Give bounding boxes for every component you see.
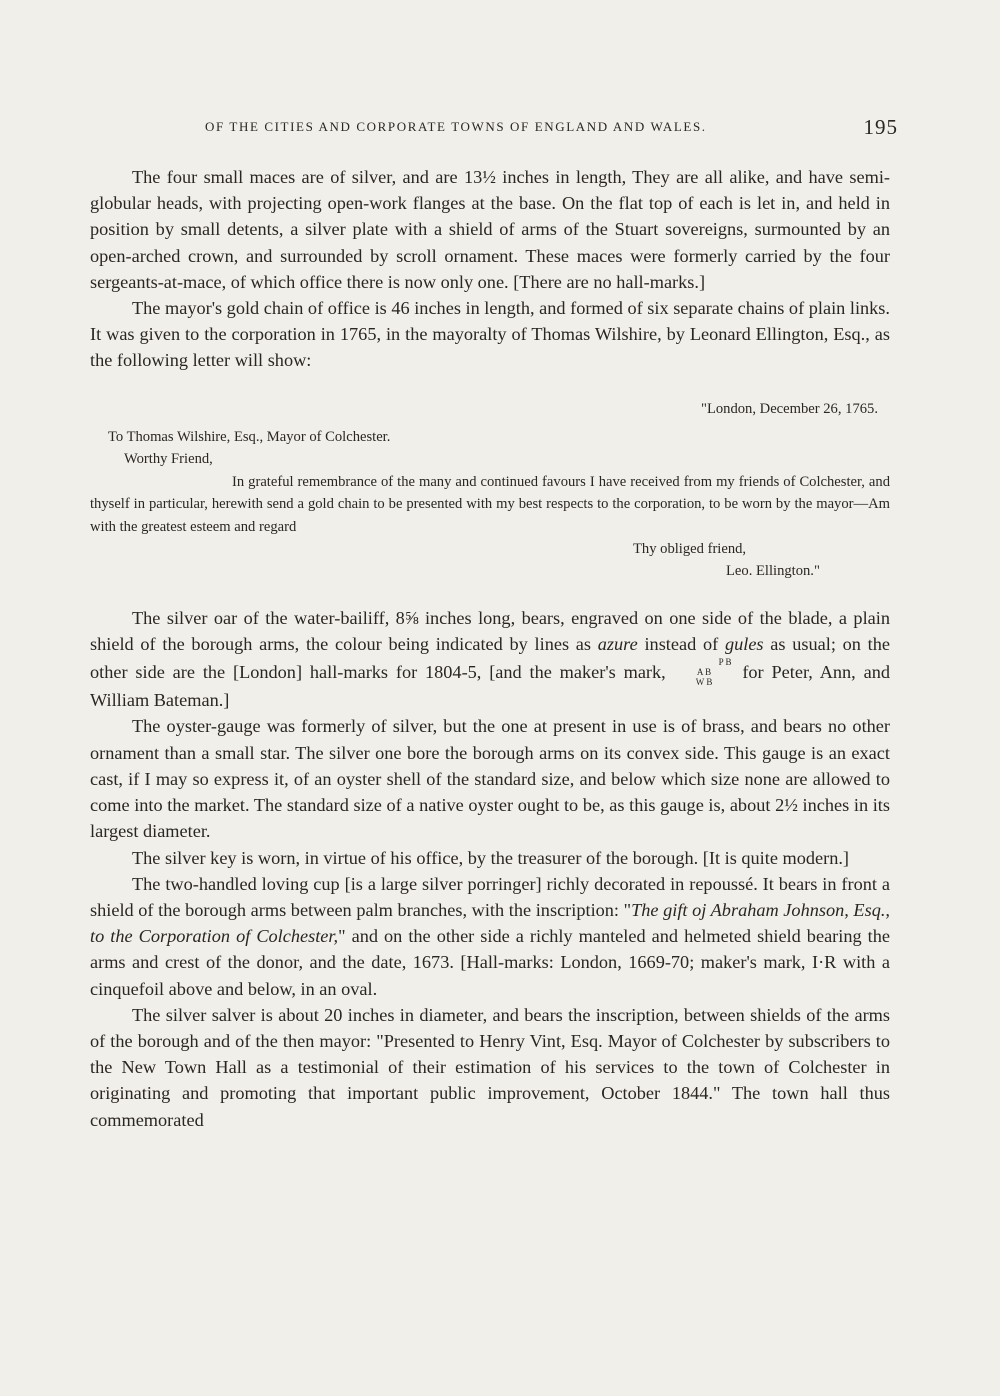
paragraph-loving-cup [90,871,890,1002]
letter-signature: Leo. Ellington." [726,563,820,580]
ellington-letter [90,398,890,583]
makers-mark-bottom: W B [695,677,713,688]
running-head [90,117,898,141]
paragraph-key: The silver key is worn, in virtue of his office, by the treasurer of the borough. [It is quite modern.] [132,847,850,868]
cup-text-1: The two-handled loving cup [is a large silver porringer] richly decorated in repoussé. It bears in front a shield of the borough arms between palm branches, with the inscription: " [90,873,890,920]
makers-mark-top: P B [718,657,732,668]
oar-text-3: as usual; on the other side are the [London] hall-marks for 1804-5, [and the maker's mark, [90,634,890,683]
makers-mark [677,657,732,687]
letter-closing: Thy obliged friend, [633,541,747,558]
cup-inscription: The gift oj Abraham Johnson, Esq., to the Corporation of Colchester, [90,899,890,947]
paragraph-oyster-gauge: The oyster-gauge was formerly of silver, but the one at present in use is of brass, and bears no other ornament than a small star. The silver one bore the borough arms on its convex side. This gauge is an exact cast, if I may so express it, of an oyster shell of the standard size, and below which size none are allowed to come into the market. The standard size of a native oyster ought to be, as this gauge is, about 2½ inches in its largest diameter. [90,716,890,842]
oar-text-2: instead of [637,634,725,655]
oar-text-1: The silver oar of the water-bailiff, 8⅝ inches long, bears, engraved on one side of the blade, a plain shield of the borough arms, the colour being indicated by lines as [90,607,890,655]
makers-mark-middle: A B [696,667,712,678]
oar-azure: azure [597,634,638,655]
cup-text-2: " and on the other side a richly manteled and helmeted shield bearing the arms and crest of the donor, and the date, 1673. [Hall-marks: London, 1669-70; maker's mark, I·R with a cinquefoil above and below, in an oval. [90,926,890,999]
paragraph-oar [90,605,890,714]
letter-dateline: "London, December 26, 1765. [701,400,878,417]
oar-gules: gules [724,634,764,655]
paragraph-salver: The silver salver is about 20 inches in diameter, and bears the inscription, between shields of the arms of the borough and of the then mayor: "Presented to Henry Vint, Esq. Mayor of Colchester by subscribers to the New Town Hall as a testimonial of their estimation of his services to the town of Colchester in originating and promoting that important public improvement, October 1844." The town hall thus commemorated [90,1004,890,1130]
oar-text-4: for Peter, Ann, and William Bateman.] [90,662,890,711]
letter-addressee: To Thomas Wilshire, Esq., Mayor of Colchester. [108,429,391,446]
letter-body: In grateful remembrance of the many and continued favours I have received from my friends of Colchester, and thyself in particular, herewith send a gold chain to be presented with my best respects to the corporation, to be worn by the mayor—Am with the greatest esteem and regard [90,473,890,535]
paragraph-maces: The four small maces are of silver, and are 13½ inches in length, They are all alike, and have semi-globular heads, with projecting open-work flanges at the base. On the flat top of each is let in, and held in position by small detents, a silver plate with a shield of arms of the Stuart sovereigns, surmounted by an open-arched crown, and surrounded by scroll ornament. These maces were formerly carried by the four sergeants-at-mace, of which office there is now only one. [There are no hall-marks.] [90,167,890,292]
paragraph-chain: The mayor's gold chain of office is 46 inches in length, and formed of six separate chains of plain links. It was given to the corporation in 1765, in the mayoralty of Thomas Wilshire, by Leonard Ellington, Esq., as the following letter will show: [90,298,890,371]
body-text [90,164,890,1133]
running-title: OF THE CITIES AND CORPORATE TOWNS OF ENGLAND AND WALES. [205,119,707,134]
page-number: 195 [863,115,898,139]
letter-salutation: Worthy Friend, [124,451,213,468]
